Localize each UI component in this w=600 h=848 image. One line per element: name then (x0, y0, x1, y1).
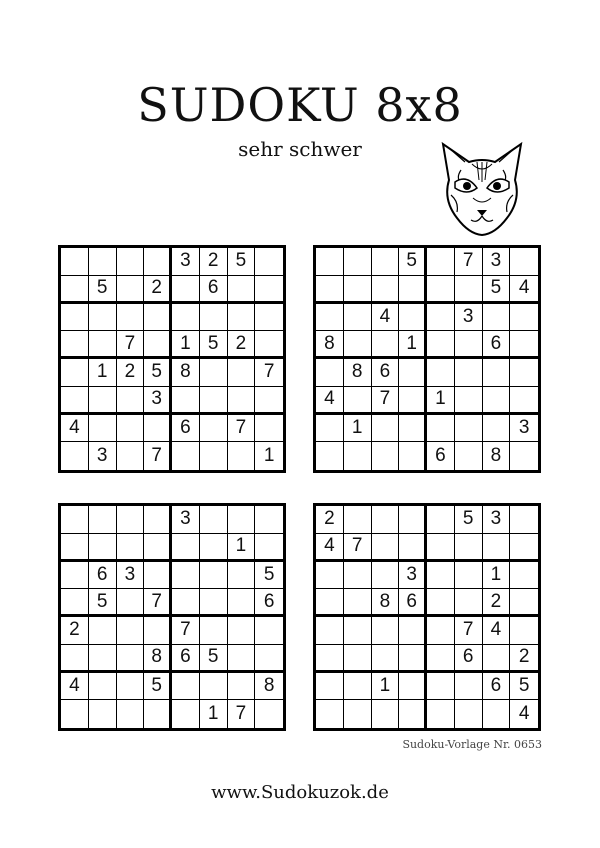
sudoku-cell[interactable] (255, 248, 283, 276)
sudoku-cell[interactable] (344, 276, 372, 304)
sudoku-cell[interactable] (399, 276, 427, 304)
sudoku-cell[interactable] (372, 442, 400, 470)
sudoku-cell[interactable] (228, 562, 256, 590)
sudoku-cell[interactable]: 3 (483, 248, 511, 276)
sudoku-grid-4 (313, 503, 541, 731)
sudoku-cell[interactable] (61, 248, 89, 276)
sudoku-cell[interactable] (344, 248, 372, 276)
sudoku-cell[interactable]: 1 (483, 562, 511, 590)
sudoku-cell[interactable]: 4 (316, 387, 344, 415)
sudoku-cell[interactable] (344, 387, 372, 415)
sudoku-cell[interactable] (372, 506, 400, 534)
sudoku-grid-3 (58, 503, 286, 731)
sudoku-cell[interactable]: 1 (399, 331, 427, 359)
sudoku-cell[interactable] (427, 617, 455, 645)
sudoku-cell[interactable] (144, 562, 172, 590)
sudoku-cell[interactable] (427, 506, 455, 534)
sudoku-cell[interactable] (172, 387, 200, 415)
sudoku-cell[interactable] (483, 534, 511, 562)
sudoku-cell[interactable] (228, 506, 256, 534)
sudoku-cell[interactable]: 1 (172, 331, 200, 359)
sudoku-cell[interactable] (61, 331, 89, 359)
sudoku-cell[interactable]: 3 (172, 248, 200, 276)
sudoku-cell[interactable] (255, 304, 283, 332)
sudoku-cell[interactable]: 4 (483, 617, 511, 645)
sudoku-cell[interactable]: 5 (455, 506, 483, 534)
sudoku-cell[interactable] (399, 387, 427, 415)
sudoku-cell[interactable] (510, 248, 538, 276)
sudoku-cell[interactable]: 6 (399, 589, 427, 617)
sudoku-cell[interactable] (228, 589, 256, 617)
sudoku-cell[interactable] (61, 645, 89, 673)
sudoku-cell[interactable] (427, 331, 455, 359)
sudoku-cell[interactable] (255, 331, 283, 359)
sudoku-cell[interactable]: 8 (316, 331, 344, 359)
sudoku-cell[interactable]: 8 (372, 589, 400, 617)
sudoku-cell[interactable]: 8 (255, 673, 283, 701)
sudoku-cell[interactable] (89, 387, 117, 415)
sudoku-cell[interactable]: 5 (510, 673, 538, 701)
sudoku-cell[interactable] (89, 645, 117, 673)
sudoku-cell[interactable]: 5 (89, 276, 117, 304)
sudoku-cell[interactable]: 3 (399, 562, 427, 590)
sudoku-cell[interactable] (316, 645, 344, 673)
sudoku-cell[interactable]: 7 (344, 534, 372, 562)
sudoku-cell[interactable] (144, 415, 172, 443)
sudoku-cell[interactable] (510, 562, 538, 590)
difficulty-subtitle: sehr schwer (238, 137, 362, 161)
sudoku-cell[interactable] (372, 645, 400, 673)
sudoku-cell[interactable] (510, 359, 538, 387)
sudoku-cell[interactable]: 8 (344, 359, 372, 387)
sudoku-cell[interactable] (510, 589, 538, 617)
sudoku-cell[interactable]: 3 (117, 562, 145, 590)
sudoku-cell[interactable]: 1 (427, 387, 455, 415)
sudoku-cell[interactable]: 7 (455, 248, 483, 276)
sudoku-cell[interactable] (316, 562, 344, 590)
sudoku-cell[interactable] (172, 534, 200, 562)
sudoku-cell[interactable]: 7 (228, 415, 256, 443)
sudoku-cell[interactable] (344, 700, 372, 728)
cat-head-icon (437, 140, 527, 240)
sudoku-cell[interactable]: 5 (399, 248, 427, 276)
sudoku-cell[interactable] (510, 534, 538, 562)
sudoku-cell[interactable]: 2 (200, 248, 228, 276)
sudoku-cell[interactable] (510, 331, 538, 359)
sudoku-cell[interactable] (117, 304, 145, 332)
sudoku-cell[interactable] (427, 589, 455, 617)
sudoku-cell[interactable] (228, 387, 256, 415)
sudoku-cell[interactable]: 8 (483, 442, 511, 470)
sudoku-cell[interactable] (344, 331, 372, 359)
sudoku-cell[interactable] (144, 506, 172, 534)
sudoku-cell[interactable] (255, 617, 283, 645)
sudoku-cell[interactable] (372, 562, 400, 590)
sudoku-cell[interactable]: 3 (89, 442, 117, 470)
sudoku-cell[interactable] (510, 617, 538, 645)
sudoku-cell[interactable] (372, 534, 400, 562)
sudoku-cell[interactable]: 1 (372, 673, 400, 701)
sudoku-cell[interactable] (89, 673, 117, 701)
sudoku-cell[interactable] (316, 700, 344, 728)
sudoku-cell[interactable] (144, 534, 172, 562)
sudoku-cell[interactable]: 6 (200, 276, 228, 304)
sudoku-cell[interactable] (117, 700, 145, 728)
sudoku-cell[interactable] (455, 673, 483, 701)
sudoku-cell[interactable] (117, 534, 145, 562)
sudoku-cell[interactable] (399, 645, 427, 673)
sudoku-cell[interactable] (89, 617, 117, 645)
sudoku-cell[interactable] (427, 562, 455, 590)
sudoku-cell[interactable] (344, 562, 372, 590)
sudoku-cell[interactable] (117, 442, 145, 470)
sudoku-cell[interactable] (510, 442, 538, 470)
sudoku-cell[interactable] (427, 645, 455, 673)
sudoku-cell[interactable] (89, 304, 117, 332)
sudoku-cell[interactable] (200, 506, 228, 534)
sudoku-cell[interactable] (228, 359, 256, 387)
sudoku-cell[interactable] (455, 589, 483, 617)
sudoku-cell[interactable]: 2 (483, 589, 511, 617)
sudoku-cell[interactable] (316, 442, 344, 470)
sudoku-cell[interactable] (255, 645, 283, 673)
sudoku-cell[interactable]: 4 (61, 415, 89, 443)
sudoku-cell[interactable]: 6 (483, 673, 511, 701)
sudoku-cell[interactable] (228, 645, 256, 673)
sudoku-cell[interactable] (172, 562, 200, 590)
sudoku-cell[interactable]: 7 (255, 359, 283, 387)
sudoku-cell[interactable]: 5 (144, 359, 172, 387)
sudoku-cell[interactable]: 8 (144, 645, 172, 673)
sudoku-grid-1 (58, 245, 286, 473)
sudoku-cell[interactable] (427, 248, 455, 276)
sudoku-cell[interactable]: 2 (510, 645, 538, 673)
sudoku-cell[interactable] (89, 415, 117, 443)
sudoku-cell[interactable] (172, 673, 200, 701)
sudoku-cell[interactable] (117, 617, 145, 645)
sudoku-cell[interactable] (372, 248, 400, 276)
sudoku-cell[interactable] (117, 673, 145, 701)
sudoku-cell[interactable] (228, 276, 256, 304)
sudoku-cell[interactable] (455, 534, 483, 562)
sudoku-cell[interactable] (89, 506, 117, 534)
sudoku-cell[interactable]: 2 (61, 617, 89, 645)
sudoku-cell[interactable]: 2 (316, 506, 344, 534)
sudoku-cell[interactable] (228, 617, 256, 645)
sudoku-cell[interactable] (455, 387, 483, 415)
sudoku-cell[interactable] (89, 700, 117, 728)
sudoku-cell[interactable] (455, 700, 483, 728)
sudoku-cell[interactable] (144, 617, 172, 645)
sudoku-cell[interactable] (200, 534, 228, 562)
sudoku-cell[interactable] (61, 506, 89, 534)
sudoku-cell[interactable]: 7 (144, 589, 172, 617)
sudoku-cell[interactable]: 3 (144, 387, 172, 415)
sudoku-cell[interactable] (399, 534, 427, 562)
sudoku-cell[interactable] (316, 276, 344, 304)
sudoku-cell[interactable] (510, 387, 538, 415)
sudoku-cell[interactable] (61, 589, 89, 617)
sudoku-cell[interactable]: 2 (228, 331, 256, 359)
sudoku-cell[interactable] (200, 562, 228, 590)
sudoku-cell[interactable] (427, 304, 455, 332)
sudoku-cell[interactable] (344, 617, 372, 645)
sudoku-cell[interactable]: 5 (200, 331, 228, 359)
sudoku-cell[interactable] (344, 589, 372, 617)
sudoku-cell[interactable]: 7 (228, 700, 256, 728)
sudoku-cell[interactable] (172, 304, 200, 332)
sudoku-cell[interactable] (200, 304, 228, 332)
sudoku-cell[interactable] (316, 589, 344, 617)
sudoku-cell[interactable] (200, 673, 228, 701)
sudoku-cell[interactable] (483, 387, 511, 415)
sudoku-cell[interactable] (372, 415, 400, 443)
sudoku-cell[interactable]: 1 (200, 700, 228, 728)
sudoku-cell[interactable] (344, 673, 372, 701)
sudoku-cell[interactable]: 4 (372, 304, 400, 332)
sudoku-cell[interactable] (316, 617, 344, 645)
sudoku-cell[interactable] (316, 304, 344, 332)
sudoku-cell[interactable]: 6 (89, 562, 117, 590)
sudoku-cell[interactable] (255, 506, 283, 534)
sudoku-cell[interactable] (372, 617, 400, 645)
sudoku-cell[interactable] (427, 700, 455, 728)
sudoku-cell[interactable] (399, 700, 427, 728)
sudoku-cell[interactable] (483, 645, 511, 673)
sudoku-cell[interactable] (200, 589, 228, 617)
sudoku-cell[interactable] (399, 506, 427, 534)
sudoku-cell[interactable] (344, 645, 372, 673)
sudoku-cell[interactable] (144, 331, 172, 359)
sudoku-cell[interactable]: 4 (316, 534, 344, 562)
sudoku-cell[interactable] (399, 359, 427, 387)
sudoku-cell[interactable] (455, 415, 483, 443)
sudoku-cell[interactable] (455, 562, 483, 590)
sudoku-grid-2 (313, 245, 541, 473)
page-title: SUDOKU 8x8 (137, 78, 463, 132)
sudoku-cell[interactable] (255, 534, 283, 562)
sudoku-cell[interactable] (455, 276, 483, 304)
sudoku-cell[interactable] (61, 387, 89, 415)
sudoku-cell[interactable]: 5 (255, 562, 283, 590)
sudoku-cell[interactable]: 3 (455, 304, 483, 332)
sudoku-cell[interactable] (144, 304, 172, 332)
sudoku-cell[interactable] (200, 415, 228, 443)
sudoku-cell[interactable]: 1 (344, 415, 372, 443)
sudoku-cell[interactable] (316, 415, 344, 443)
sudoku-cell[interactable]: 7 (172, 617, 200, 645)
sudoku-cell[interactable] (455, 359, 483, 387)
sudoku-cell[interactable] (316, 248, 344, 276)
sudoku-cell[interactable]: 6 (172, 415, 200, 443)
sudoku-cell[interactable]: 3 (172, 506, 200, 534)
sudoku-cell[interactable] (399, 442, 427, 470)
sudoku-cell[interactable] (172, 442, 200, 470)
sudoku-cell[interactable]: 6 (427, 442, 455, 470)
sudoku-cell[interactable] (228, 673, 256, 701)
sudoku-cell[interactable]: 3 (483, 506, 511, 534)
sudoku-cell[interactable] (61, 562, 89, 590)
sudoku-cell[interactable] (61, 442, 89, 470)
sudoku-cell[interactable] (316, 673, 344, 701)
sudoku-cell[interactable]: 5 (144, 673, 172, 701)
sudoku-cell[interactable] (255, 387, 283, 415)
sudoku-cell[interactable]: 7 (144, 442, 172, 470)
sudoku-cell[interactable] (200, 442, 228, 470)
sudoku-cell[interactable] (316, 359, 344, 387)
sudoku-cell[interactable] (144, 248, 172, 276)
sudoku-cell[interactable] (61, 276, 89, 304)
sudoku-cell[interactable] (344, 506, 372, 534)
sudoku-cell[interactable] (61, 304, 89, 332)
sudoku-cell[interactable] (255, 700, 283, 728)
sudoku-cell[interactable] (89, 248, 117, 276)
sudoku-cell[interactable] (399, 673, 427, 701)
sudoku-cell[interactable]: 6 (255, 589, 283, 617)
sudoku-cell[interactable] (117, 276, 145, 304)
sudoku-cell[interactable] (144, 700, 172, 728)
sudoku-cell[interactable] (172, 589, 200, 617)
sudoku-cell[interactable] (483, 415, 511, 443)
sudoku-cell[interactable]: 5 (228, 248, 256, 276)
sudoku-cell[interactable] (61, 359, 89, 387)
sudoku-cell[interactable] (61, 700, 89, 728)
sudoku-cell[interactable]: 1 (263, 445, 275, 467)
sudoku-cell[interactable] (117, 645, 145, 673)
sudoku-cell[interactable] (427, 359, 455, 387)
sudoku-cell[interactable] (228, 442, 256, 470)
sudoku-cell[interactable] (200, 387, 228, 415)
sudoku-cell[interactable] (117, 506, 145, 534)
sudoku-cell[interactable] (117, 387, 145, 415)
sudoku-cell[interactable] (399, 415, 427, 443)
sudoku-cell[interactable]: 4 (61, 673, 89, 701)
sudoku-cell[interactable]: 2 (117, 359, 145, 387)
sudoku-cell[interactable] (455, 442, 483, 470)
sudoku-cell[interactable]: 5 (89, 589, 117, 617)
sudoku-cell[interactable] (89, 534, 117, 562)
sudoku-cell[interactable] (200, 359, 228, 387)
sudoku-cell[interactable] (117, 248, 145, 276)
sudoku-cell[interactable]: 4 (510, 276, 538, 304)
sudoku-cell[interactable] (344, 442, 372, 470)
sudoku-cell[interactable] (372, 331, 400, 359)
sudoku-cell[interactable] (427, 276, 455, 304)
sudoku-cell[interactable] (172, 700, 200, 728)
sudoku-cell[interactable]: 4 (518, 703, 530, 725)
sudoku-cell[interactable]: 7 (372, 387, 400, 415)
sudoku-cell[interactable] (200, 617, 228, 645)
sudoku-cell[interactable] (399, 304, 427, 332)
sudoku-cell[interactable]: 6 (372, 359, 400, 387)
sudoku-cell[interactable] (483, 304, 511, 332)
sudoku-cell[interactable]: 1 (228, 534, 256, 562)
sudoku-cell[interactable] (172, 276, 200, 304)
sudoku-cell[interactable] (427, 673, 455, 701)
sudoku-cell[interactable]: 7 (455, 617, 483, 645)
sudoku-cell[interactable] (255, 276, 283, 304)
sudoku-cell[interactable] (372, 700, 400, 728)
template-number: Sudoku-Vorlage Nr. 0653 (402, 738, 542, 751)
sudoku-cell[interactable]: 1 (89, 359, 117, 387)
sudoku-cell[interactable] (483, 359, 511, 387)
sudoku-cell[interactable] (344, 304, 372, 332)
sudoku-cell[interactable] (427, 534, 455, 562)
sudoku-cell[interactable]: 3 (510, 415, 538, 443)
sudoku-cell[interactable]: 2 (144, 276, 172, 304)
sudoku-cell[interactable]: 5 (483, 276, 511, 304)
sudoku-cell[interactable] (89, 331, 117, 359)
sudoku-cell[interactable] (228, 304, 256, 332)
sudoku-cell[interactable] (510, 304, 538, 332)
website-link[interactable]: www.Sudokuzok.de (211, 782, 389, 803)
sudoku-cell[interactable] (117, 415, 145, 443)
sudoku-cell[interactable]: 5 (200, 645, 228, 673)
sudoku-cell[interactable] (399, 617, 427, 645)
sudoku-cell[interactable] (117, 589, 145, 617)
sudoku-cell[interactable] (510, 506, 538, 534)
sudoku-cell[interactable]: 6 (455, 645, 483, 673)
sudoku-cell[interactable]: 7 (117, 331, 145, 359)
sudoku-cell[interactable] (483, 700, 511, 728)
sudoku-cell[interactable] (372, 276, 400, 304)
sudoku-cell[interactable] (455, 331, 483, 359)
sudoku-cell[interactable]: 8 (172, 359, 200, 387)
sudoku-cell[interactable] (427, 415, 455, 443)
sudoku-cell[interactable]: 6 (172, 645, 200, 673)
sudoku-cell[interactable] (255, 415, 283, 443)
sudoku-cell[interactable]: 6 (483, 331, 511, 359)
sudoku-cell[interactable] (61, 534, 89, 562)
